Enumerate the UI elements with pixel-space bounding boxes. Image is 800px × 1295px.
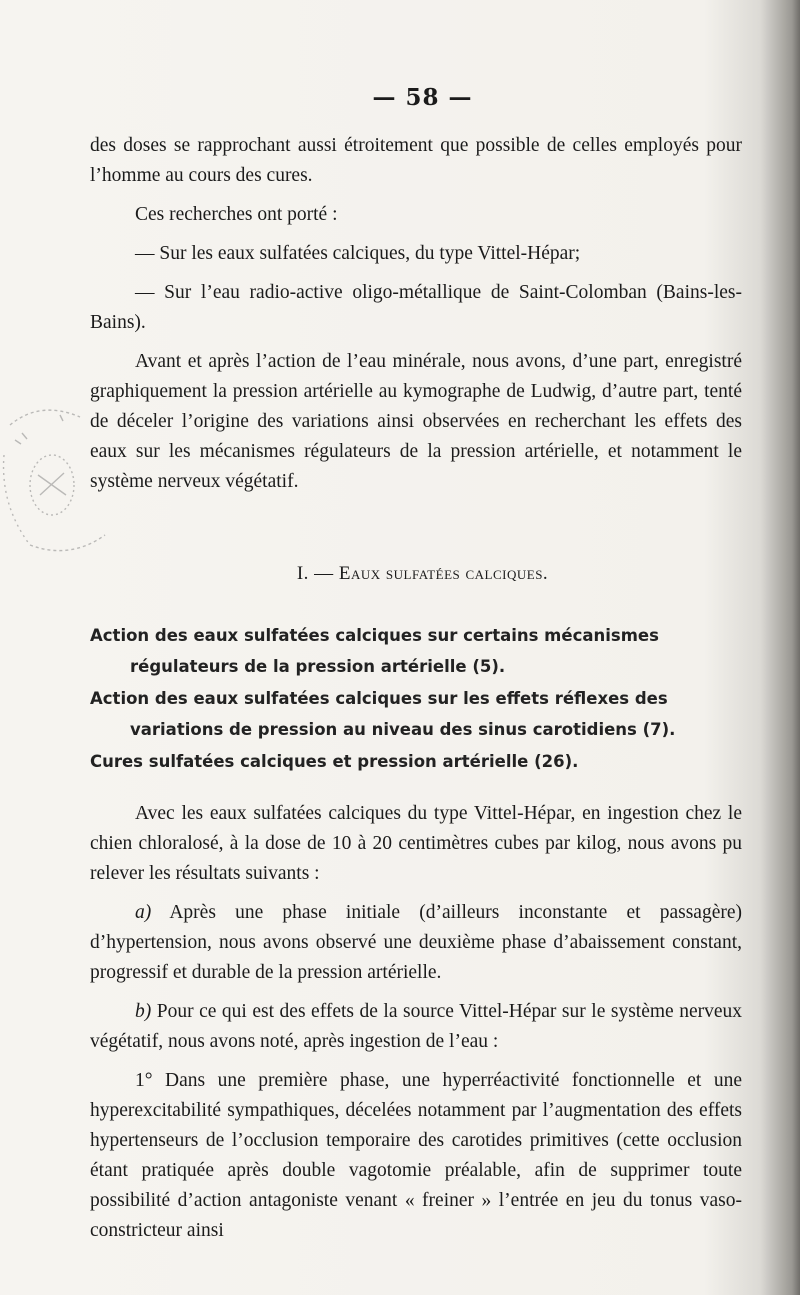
item-marker-b: b) (135, 1001, 152, 1022)
paragraph-continuation: des doses se rapprochant aussi étroitement que possible de celles employés pour l’homme au cours des cures. (90, 135, 742, 186)
list-item-sulfatees: — Sur les eaux sulfatées calciques, du type Vittel-Hépar; (135, 243, 581, 264)
paragraph-first-phase: 1° Dans une première phase, une hyperréactivité fonctionnelle et une hyperexcitabilité sympathiques, décelées notamment par l’augmentation des effets hypertenseurs de l’occlusion temporaire des carotides primitives (cette occlusion étant pratiquée après double vagotomie préalable, afin de supprimer toute possibilité d’action antagoniste venant « freiner » l’entrée en jeu du tonus vaso-constricteur ainsi (90, 1070, 742, 1241)
list-item-radio-active: — Sur l’eau radio-active oligo-métallique de Saint-Colomban (Bains-les-Bains). (90, 282, 742, 333)
result-item-b (90, 997, 742, 1057)
paragraph-method: Avant et après l’action de l’eau minérale, nous avons, d’une part, enregistré graphiquement la pression artérielle au kymographe de Ludwig, d’autre part, tenté de déceler l’origine des variations ainsi observées en recherchant les effets des eaux sur les mécanismes régulateurs de la pression artérielle, et notamment le système nerveux végétatif. (90, 351, 742, 492)
reference-item: Action des eaux sulfatées calciques sur certains mécanismes régulateurs de la pression artérielle (5). (90, 626, 659, 676)
section-title: Eaux sulfatées calciques. (338, 563, 549, 584)
item-marker-a: a) (135, 902, 152, 923)
section-number: I. — (296, 563, 339, 584)
reference-list (90, 620, 750, 778)
results-text (90, 799, 742, 1246)
reference-item: Cures sulfatées calciques et pression artérielle (26). (90, 752, 579, 771)
paragraph-results: Avec les eaux sulfatées calciques du type Vittel-Hépar, en ingestion chez le chien chloralosé, à la dose de 10 à 20 centimètres cubes par kilog, nous avons pu relever les résultats suivants : (90, 803, 742, 884)
library-stamp-icon (0, 395, 112, 565)
section-heading (0, 563, 800, 585)
result-b-text: Pour ce qui est des effets de la source Vittel-Hépar sur le système nerveux végétatif, nous avons noté, après ingestion de l’eau : (90, 1001, 742, 1052)
intro-text (90, 131, 742, 497)
reference-item: Action des eaux sulfatées calciques sur les effets réflexes des variations de pression au niveau des sinus carotidiens (7). (90, 689, 676, 739)
page-number: — 58 — (372, 84, 473, 111)
result-item-a (90, 898, 742, 988)
result-a-text: Après une phase initiale (d’ailleurs inconstante et passagère) d’hypertension, nous avons observé une deuxième phase d’abaissement constant, progressif et durable de la pression artérielle. (90, 902, 742, 983)
paragraph-scope: Ces recherches ont porté : (135, 204, 338, 225)
